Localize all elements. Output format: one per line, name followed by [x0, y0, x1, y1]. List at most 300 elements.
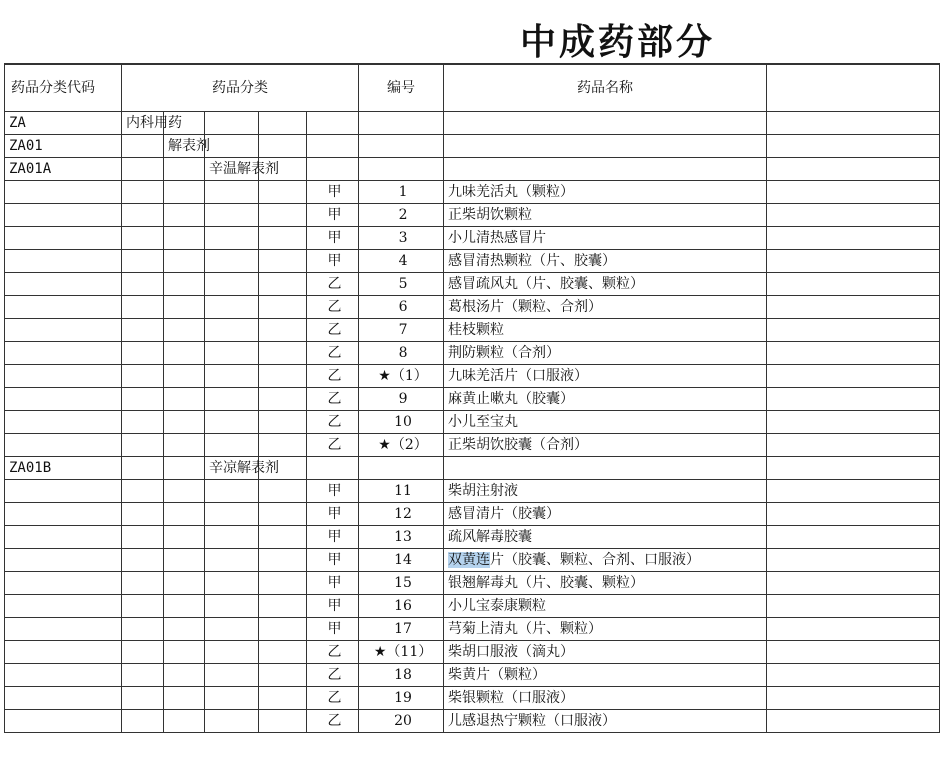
selected-text[interactable]: 双黄连: [448, 552, 491, 568]
empty-cell: [205, 549, 259, 572]
grade-cell: 甲: [307, 204, 359, 227]
number-cell: [359, 457, 444, 480]
empty-cell: [164, 595, 205, 618]
empty-cell: [122, 526, 164, 549]
item-number: （2）: [390, 437, 428, 453]
grade-cell: 乙: [307, 342, 359, 365]
code-cell: [5, 595, 122, 618]
empty-cell: [122, 641, 164, 664]
grade-cell: 乙: [307, 641, 359, 664]
code-cell: [5, 572, 122, 595]
empty-cell: [164, 434, 205, 457]
header-code: 药品分类代码: [5, 64, 122, 112]
empty-cell: [259, 112, 307, 135]
number-cell: [359, 204, 444, 227]
empty-cell: [259, 181, 307, 204]
empty-cell: [205, 411, 259, 434]
table-row: [5, 227, 940, 250]
empty-cell: [259, 687, 307, 710]
empty-cell: [259, 204, 307, 227]
number-cell: [359, 710, 444, 733]
number-cell: [359, 112, 444, 135]
empty-cell: [259, 227, 307, 250]
number-cell: [359, 572, 444, 595]
empty-cell: [205, 296, 259, 319]
item-number: 12: [394, 506, 412, 522]
grade-cell: 甲: [307, 618, 359, 641]
empty-cell: [259, 135, 307, 158]
category-label-cell: [205, 158, 279, 181]
table-row: [5, 595, 940, 618]
drug-name: 小儿清热感冒片: [448, 230, 547, 246]
drug-name: 正柴胡饮颗粒: [448, 207, 533, 223]
table-row: [5, 710, 940, 733]
empty-cell: [122, 365, 164, 388]
extra-cell: [767, 181, 940, 204]
code-cell: [5, 710, 122, 733]
drug-name-cell: [444, 526, 767, 549]
empty-cell: [205, 710, 259, 733]
item-number: 17: [394, 621, 412, 637]
table-row: [5, 273, 940, 296]
empty-cell: [259, 434, 307, 457]
empty-cell: [122, 664, 164, 687]
empty-cell: [164, 457, 205, 480]
number-cell: [359, 687, 444, 710]
extra-cell: [767, 526, 940, 549]
table-row: [5, 664, 940, 687]
code-cell: [5, 388, 122, 411]
empty-cell: [164, 227, 205, 250]
empty-cell: [259, 549, 307, 572]
drug-name: 感冒疏风丸（片、胶囊、颗粒）: [448, 276, 645, 292]
drug-name-cell: [444, 710, 767, 733]
number-cell: [359, 526, 444, 549]
extra-cell: [767, 595, 940, 618]
empty-cell: [205, 618, 259, 641]
drug-name: 银翘解毒丸（片、胶囊、颗粒）: [448, 575, 645, 591]
grade-cell: 甲: [307, 572, 359, 595]
table-row: [5, 411, 940, 434]
number-cell: [359, 664, 444, 687]
drug-name-cell: [444, 365, 767, 388]
number-cell: [359, 549, 444, 572]
empty-cell: [205, 227, 259, 250]
empty-cell: [205, 434, 259, 457]
number-cell: [359, 618, 444, 641]
category-code-cell: ZA01A: [5, 158, 122, 181]
extra-cell: [767, 618, 940, 641]
empty-cell: [259, 572, 307, 595]
code-cell: [5, 434, 122, 457]
category-row: [5, 112, 940, 135]
extra-cell: [767, 273, 940, 296]
empty-cell: [122, 595, 164, 618]
table-row: [5, 319, 940, 342]
empty-cell: [205, 503, 259, 526]
grade-cell: 乙: [307, 388, 359, 411]
extra-cell: [767, 710, 940, 733]
item-number: 10: [394, 414, 412, 430]
empty-cell: [164, 503, 205, 526]
empty-cell: [164, 618, 205, 641]
empty-cell: [205, 480, 259, 503]
grade-cell: 乙: [307, 411, 359, 434]
header-extra: [767, 64, 940, 112]
drug-name-cell: [444, 595, 767, 618]
empty-cell: [122, 273, 164, 296]
drug-name-cell: [444, 411, 767, 434]
extra-cell: [767, 549, 940, 572]
code-cell: [5, 549, 122, 572]
drug-name: 柴黄片（颗粒）: [448, 667, 547, 683]
code-cell: [5, 296, 122, 319]
table-row: [5, 641, 940, 664]
table-row: [5, 296, 940, 319]
code-cell: [5, 618, 122, 641]
drug-name-cell: [444, 250, 767, 273]
extra-cell: [767, 296, 940, 319]
number-cell: [359, 135, 444, 158]
empty-cell: [259, 526, 307, 549]
table-row: [5, 342, 940, 365]
empty-cell: [259, 250, 307, 273]
empty-cell: [122, 296, 164, 319]
empty-cell: [164, 549, 205, 572]
category-label-cell: [164, 135, 210, 158]
drug-name-cell: [444, 434, 767, 457]
extra-cell: [767, 319, 940, 342]
drug-name-cell: [444, 641, 767, 664]
empty-cell: [259, 365, 307, 388]
item-number: 4: [398, 253, 408, 269]
item-number: 8: [398, 345, 408, 361]
empty-cell: [122, 135, 164, 158]
empty-cell: [164, 480, 205, 503]
drug-name: 麻黄止嗽丸（胶囊）: [448, 391, 575, 407]
extra-cell: [767, 641, 940, 664]
grade-cell: 乙: [307, 273, 359, 296]
number-cell: [359, 595, 444, 618]
empty-cell: [122, 572, 164, 595]
empty-cell: [205, 641, 259, 664]
empty-cell: [307, 457, 359, 480]
drug-name-cell: [444, 549, 767, 572]
empty-cell: [205, 342, 259, 365]
empty-cell: [164, 250, 205, 273]
extra-cell: [767, 480, 940, 503]
empty-cell: [259, 296, 307, 319]
item-number: （1）: [390, 368, 428, 384]
table-row: [5, 250, 940, 273]
header-category: 药品分类: [122, 64, 359, 112]
table-row: [5, 388, 940, 411]
empty-cell: [259, 342, 307, 365]
code-cell: [5, 503, 122, 526]
empty-cell: [122, 618, 164, 641]
category-label: 辛凉解表剂: [209, 460, 279, 476]
drug-name-cell: [444, 342, 767, 365]
code-cell: [5, 227, 122, 250]
category-row: [5, 135, 940, 158]
drug-name: 感冒清热颗粒（片、胶囊）: [448, 253, 617, 269]
empty-cell: [307, 135, 359, 158]
empty-cell: [205, 687, 259, 710]
empty-cell: [122, 480, 164, 503]
empty-cell: [122, 181, 164, 204]
extra-cell: [767, 112, 940, 135]
item-number: 5: [398, 276, 408, 292]
drug-name: 小儿至宝丸: [448, 414, 519, 430]
drug-name-cell: [444, 273, 767, 296]
code-cell: [5, 250, 122, 273]
number-cell: [359, 480, 444, 503]
table-row: [5, 526, 940, 549]
extra-cell: [767, 342, 940, 365]
extra-cell: [767, 503, 940, 526]
empty-cell: [164, 687, 205, 710]
drug-name: 九味羌活片（口服液）: [448, 368, 589, 384]
empty-cell: [164, 365, 205, 388]
number-cell: [359, 227, 444, 250]
category-label: 辛温解表剂: [209, 161, 279, 177]
item-number: 9: [398, 391, 408, 407]
drug-catalog-table: [4, 63, 940, 733]
drug-name: 片（胶囊、颗粒、合剂、口服液）: [490, 552, 701, 568]
category-label: 解表剂: [168, 138, 210, 154]
code-cell: [5, 664, 122, 687]
empty-cell: [259, 411, 307, 434]
code-cell: [5, 641, 122, 664]
empty-cell: [164, 319, 205, 342]
drug-name: 桂枝颗粒: [448, 322, 505, 338]
table-row: [5, 181, 940, 204]
drug-name-cell: [444, 296, 767, 319]
item-number: 15: [394, 575, 412, 591]
item-number: 18: [394, 667, 412, 683]
table-row: [5, 204, 940, 227]
star-icon: ★: [378, 368, 391, 384]
extra-cell: [767, 250, 940, 273]
empty-cell: [205, 365, 259, 388]
extra-cell: [767, 687, 940, 710]
name-cell: [444, 112, 767, 135]
grade-cell: 乙: [307, 296, 359, 319]
drug-name: 葛根汤片（颗粒、合剂）: [448, 299, 603, 315]
empty-cell: [205, 388, 259, 411]
number-cell: [359, 273, 444, 296]
drug-name-cell: [444, 388, 767, 411]
code-cell: [5, 204, 122, 227]
grade-cell: 甲: [307, 549, 359, 572]
drug-name-cell: [444, 181, 767, 204]
empty-cell: [164, 388, 205, 411]
category-label-cell: [122, 112, 182, 135]
category-code-cell: ZA: [5, 112, 122, 135]
empty-cell: [122, 227, 164, 250]
drug-name-cell: [444, 687, 767, 710]
item-number: 1: [398, 184, 408, 200]
code-cell: [5, 181, 122, 204]
item-number: 13: [394, 529, 412, 545]
empty-cell: [205, 273, 259, 296]
number-cell: [359, 411, 444, 434]
extra-cell: [767, 664, 940, 687]
empty-cell: [259, 641, 307, 664]
item-number: 20: [394, 713, 412, 729]
code-cell: [5, 480, 122, 503]
drug-name: 荆防颗粒（合剂）: [448, 345, 561, 361]
empty-cell: [259, 710, 307, 733]
category-label-cell: [205, 457, 279, 480]
empty-cell: [164, 641, 205, 664]
empty-cell: [122, 250, 164, 273]
extra-cell: [767, 204, 940, 227]
header-name: 药品名称: [444, 64, 767, 112]
number-cell: [359, 319, 444, 342]
empty-cell: [122, 710, 164, 733]
empty-cell: [122, 319, 164, 342]
drug-name-cell: [444, 618, 767, 641]
empty-cell: [259, 319, 307, 342]
empty-cell: [164, 273, 205, 296]
extra-cell: [767, 135, 940, 158]
empty-cell: [205, 112, 259, 135]
grade-cell: 甲: [307, 250, 359, 273]
number-cell: [359, 181, 444, 204]
star-icon: ★: [373, 644, 387, 660]
extra-cell: [767, 158, 940, 181]
empty-cell: [307, 158, 359, 181]
grade-cell: 甲: [307, 526, 359, 549]
header-row: [5, 64, 940, 112]
number-cell: [359, 365, 444, 388]
table-row: [5, 480, 940, 503]
table-row: [5, 503, 940, 526]
empty-cell: [164, 181, 205, 204]
empty-cell: [259, 595, 307, 618]
category-row: [5, 457, 940, 480]
star-icon: ★: [378, 437, 391, 453]
drug-name: 疏风解毒胶囊: [448, 529, 533, 545]
empty-cell: [164, 158, 205, 181]
drug-name: 芎菊上清丸（片、颗粒）: [448, 621, 603, 637]
grade-cell: 甲: [307, 503, 359, 526]
empty-cell: [205, 250, 259, 273]
grade-cell: 甲: [307, 227, 359, 250]
empty-cell: [259, 388, 307, 411]
code-cell: [5, 365, 122, 388]
drug-name: 柴胡口服液（滴丸）: [448, 644, 575, 660]
empty-cell: [122, 457, 164, 480]
item-number: 11: [394, 483, 412, 499]
empty-cell: [122, 342, 164, 365]
empty-cell: [122, 549, 164, 572]
empty-cell: [205, 595, 259, 618]
drug-name: 柴胡注射液: [448, 483, 519, 499]
empty-cell: [122, 411, 164, 434]
category-row: [5, 158, 940, 181]
empty-cell: [259, 273, 307, 296]
table-row: [5, 618, 940, 641]
code-cell: [5, 342, 122, 365]
number-cell: [359, 250, 444, 273]
extra-cell: [767, 411, 940, 434]
empty-cell: [164, 342, 205, 365]
extra-cell: [767, 365, 940, 388]
empty-cell: [205, 181, 259, 204]
name-cell: [444, 135, 767, 158]
empty-cell: [164, 296, 205, 319]
table-row: [5, 434, 940, 457]
extra-cell: [767, 388, 940, 411]
drug-name-cell: [444, 227, 767, 250]
item-number: （11）: [386, 644, 433, 660]
item-number: 7: [398, 322, 408, 338]
empty-cell: [164, 204, 205, 227]
header-number: 编号: [359, 64, 444, 112]
drug-name-cell: [444, 204, 767, 227]
empty-cell: [164, 526, 205, 549]
extra-cell: [767, 572, 940, 595]
number-cell: [359, 503, 444, 526]
extra-cell: [767, 227, 940, 250]
empty-cell: [259, 618, 307, 641]
table-row: [5, 687, 940, 710]
number-cell: [359, 296, 444, 319]
empty-cell: [205, 135, 259, 158]
table-row: [5, 572, 940, 595]
empty-cell: [205, 204, 259, 227]
category-label: 内科用药: [126, 115, 182, 131]
drug-name-cell: [444, 664, 767, 687]
grade-cell: 甲: [307, 480, 359, 503]
drug-name-cell: [444, 319, 767, 342]
grade-cell: 乙: [307, 664, 359, 687]
page-title: 中成药部分: [520, 22, 716, 63]
empty-cell: [164, 411, 205, 434]
category-code-cell: ZA01B: [5, 457, 122, 480]
empty-cell: [164, 572, 205, 595]
item-number: 6: [398, 299, 408, 315]
empty-cell: [259, 664, 307, 687]
drug-name: 正柴胡饮胶囊（合剂）: [448, 437, 589, 453]
code-cell: [5, 411, 122, 434]
grade-cell: 乙: [307, 434, 359, 457]
item-number: 14: [394, 552, 412, 568]
empty-cell: [122, 204, 164, 227]
empty-cell: [122, 434, 164, 457]
drug-name-cell: [444, 572, 767, 595]
code-cell: [5, 526, 122, 549]
grade-cell: 乙: [307, 710, 359, 733]
item-number: 3: [398, 230, 408, 246]
item-number: 2: [398, 207, 408, 223]
number-cell: [359, 641, 444, 664]
empty-cell: [259, 503, 307, 526]
name-cell: [444, 457, 767, 480]
number-cell: [359, 388, 444, 411]
table-row: [5, 549, 940, 572]
table-row: [5, 365, 940, 388]
code-cell: [5, 319, 122, 342]
code-cell: [5, 687, 122, 710]
extra-cell: [767, 457, 940, 480]
drug-name: 九味羌活丸（颗粒）: [448, 184, 575, 200]
empty-cell: [205, 572, 259, 595]
empty-cell: [164, 710, 205, 733]
grade-cell: 甲: [307, 595, 359, 618]
